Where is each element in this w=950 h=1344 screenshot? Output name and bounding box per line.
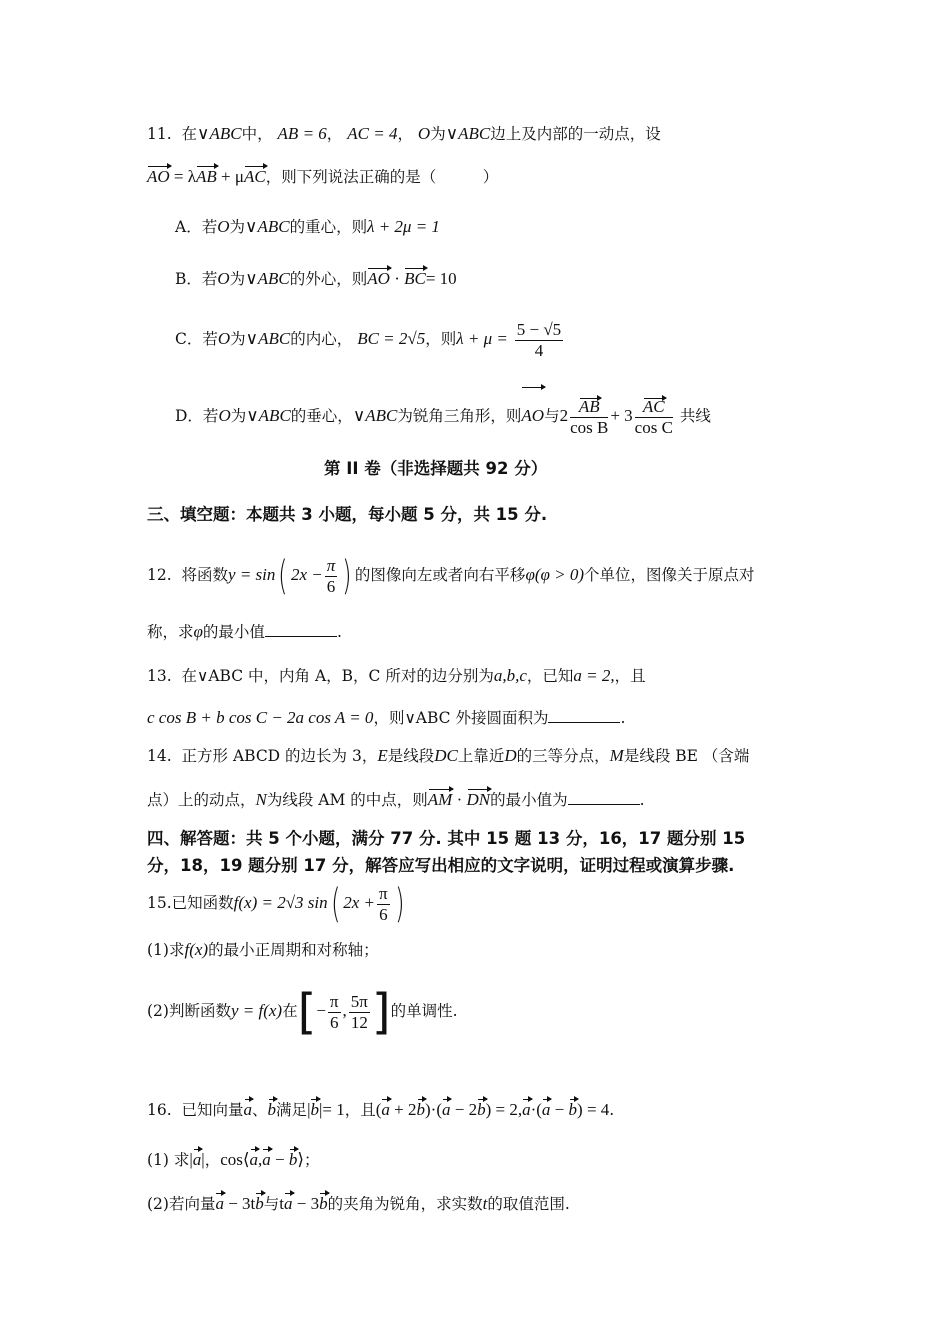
section3-heading: 三、填空题：本题共 3 小题，每小题 5 分，共 15 分. [147, 505, 548, 524]
q16-text: 的夹角为锐角，求实数 [327, 1195, 483, 1213]
q12-text: 将函数 [181, 566, 229, 584]
q11-line2 [147, 165, 498, 189]
q11-ab: AB = 6 [277, 124, 327, 143]
q11-text: 与 [544, 407, 560, 425]
q11-line1 [147, 122, 661, 146]
vector-dn: DN [467, 788, 491, 812]
paren-open: ( [330, 881, 341, 927]
q11-text: 为 [230, 330, 246, 348]
q16-text: 、 [252, 1101, 268, 1119]
q11-text: 的外心，则 [289, 270, 368, 288]
abs-bar: | [189, 1150, 193, 1169]
q11-o: O [217, 329, 231, 348]
q16-vec2: ta − 3b [279, 1194, 327, 1213]
q13-line1 [147, 664, 646, 688]
q16-text: 满足 [276, 1101, 308, 1119]
q15-text: 的单调性. [390, 1002, 458, 1020]
q14-m: M [609, 746, 624, 765]
q16-line1: 16. 已知向量a、b满足|b|= 1，且(a + 2b)·(a − 2b) = 2,a·(a − b) = 4. [147, 1098, 614, 1122]
q11-triangle: ∨ABC [245, 217, 290, 236]
q11-text: 共线 [679, 407, 711, 425]
plus-3: + 3 [610, 406, 633, 425]
q12-func: y = sin [228, 565, 276, 584]
q11-text: ， [397, 125, 413, 143]
q14-text: 正方形 ABCD 的边长为 3， [181, 747, 378, 765]
option-d-label: D．若 [175, 407, 219, 425]
q13-equation: c cos B + b cos C − 2a cos A = 0 [147, 708, 374, 727]
fraction-ab-cosb [570, 397, 608, 438]
option-c-bc: BC = 2√5 [357, 329, 426, 348]
q11-o: O [417, 124, 431, 143]
q15-fx: y = f(x) [230, 1001, 283, 1020]
q11-triangle: ∨ABC [245, 269, 290, 288]
fraction-numerator: π [329, 991, 339, 1011]
q12-text: 称，求 [147, 623, 194, 641]
q16-text: 已知向量 [181, 1101, 244, 1119]
vector-ao: AO [147, 165, 170, 189]
part2-title: 第 II 卷（非选择题共 92 分） [324, 459, 548, 478]
q11-o: O [217, 269, 230, 288]
q11-option-b [175, 267, 457, 291]
q16-part1: (1) 求|a|，cos⟨a,a − b⟩； [147, 1148, 320, 1172]
q14-text: 上靠近 [457, 747, 505, 765]
q11-triangle: ∨ABC [352, 406, 398, 425]
option-c-label: C．若 [175, 330, 218, 348]
q11-option-c [175, 312, 565, 366]
q14-number: 14. [147, 747, 172, 765]
q11-text: 为 [230, 407, 247, 425]
option-a-expr: λ + 2μ = 1 [367, 217, 440, 236]
q13-text: ，则∨ABC 外接圆面积为 [373, 709, 549, 727]
bracket-open: [ [297, 984, 317, 1040]
q13-number: 13. [147, 667, 172, 685]
q16-angle-expr: ⟨a,a − b⟩ [243, 1150, 304, 1169]
answer-blank [265, 622, 337, 637]
q11-text: ，则下列说法正确的是（ ） [265, 168, 499, 186]
abs-bar: | [201, 1150, 205, 1169]
q11-ac: AC = 4 [347, 124, 398, 143]
fraction-numerator: AB [570, 397, 608, 418]
q16-expr: (a + 2b)·(a − 2b) [376, 1100, 496, 1119]
q12-text: 的图像向左或者向右平移 [354, 566, 526, 584]
q14-line2: 点）上的动点，N为线段 AM 的中点，则AM · DN的最小值为 . [147, 788, 645, 812]
abs-bar: | [307, 1100, 311, 1119]
fraction-denominator: 6 [329, 1012, 339, 1032]
q15-part2 [147, 982, 458, 1040]
abs-bar: | [318, 1100, 323, 1119]
q13-abc: a,b,c [493, 666, 527, 685]
q16-text: (2)若向量 [147, 1195, 216, 1213]
q15-pi-over-6 [377, 884, 390, 925]
q15-part1 [147, 938, 379, 962]
option-c-lhs: λ + μ = [456, 329, 508, 348]
q13-text: ，且 [614, 667, 646, 685]
q15-upper-bound [349, 992, 370, 1033]
q13-text: 在∨ABC 中，内角 A，B，C 所对的边分别为 [181, 667, 494, 685]
q14-line1 [147, 744, 749, 768]
q11-text: 为 [229, 270, 246, 288]
q15-text: 在 [282, 1002, 298, 1020]
q15-inner: 2x + [343, 893, 376, 912]
q11-text: ，则 [425, 330, 457, 348]
q12-line1 [147, 548, 755, 602]
q13-line2: c cos B + b cos C − 2a cos A = 0，则∨ABC 外接圆面积为 . [147, 708, 626, 727]
q11-o: O [218, 406, 231, 425]
option-a-label: A．若 [175, 218, 218, 236]
q13-a2: a = 2, [573, 666, 615, 685]
fraction-numerator: π [379, 883, 388, 903]
comma: , [342, 1001, 347, 1020]
q11-text: 为 [229, 218, 245, 236]
vector-am: AM [428, 788, 453, 812]
q11-triangle: ∨ABC [445, 124, 491, 143]
fraction-numerator: 5π [350, 991, 368, 1011]
coef-2: 2 [559, 406, 569, 425]
section4-heading-line1: 四、解答题：共 5 个小题，满分 77 分. 其中 15 题 13 分，16，17 题分别 15 [147, 829, 746, 848]
q12-number: 12. [147, 566, 172, 584]
q16-cos: cos [220, 1150, 243, 1169]
q11-text: 在 [181, 125, 198, 143]
q16-vec1: a − 3tb [215, 1194, 263, 1213]
vector-bc: BC [404, 267, 426, 291]
fraction-denominator: cos C [634, 417, 673, 437]
fraction-numerator: 5 − √5 [516, 319, 562, 339]
q11-eq: = λ [169, 167, 197, 186]
q14-text: 是线段 [387, 747, 435, 765]
paren-close: ) [394, 881, 405, 927]
vector-a: a [193, 1148, 202, 1172]
fraction-denominator: 6 [326, 576, 336, 596]
vector-ac: AC [244, 165, 266, 189]
q16-eq1: = 1 [322, 1100, 345, 1119]
q16-number: 16. [147, 1101, 172, 1119]
q12-line2: 称，求φ的最小值 . [147, 622, 342, 641]
section4-heading-line2: 分，18，19 题分别 17 分，解答应写出相应的文字说明，证明过程或演算步骤. [147, 856, 735, 875]
q15-func: f(x) = 2√3 sin [233, 893, 328, 912]
q11-text: 边上及内部的一动点，设 [490, 125, 661, 143]
vector-ao: AO [367, 267, 390, 291]
q12-inner: 2x − [291, 565, 323, 584]
q11-text: ， [326, 125, 343, 143]
q12-phi: φ [193, 622, 203, 641]
option-b-expr: = 10 [425, 269, 457, 288]
q14-text: 的三等分点， [516, 747, 610, 765]
q14-text: 为线段 AM 的中点，则 [266, 791, 428, 809]
vector-ab: AB [196, 165, 217, 189]
q11-text: 的重心，则 [289, 218, 368, 236]
q15-lower-bound [328, 992, 341, 1033]
q11-text: 中， [241, 125, 273, 143]
q11-triangle: ∨ABC [245, 329, 291, 348]
q11-o: O [217, 217, 230, 236]
q15-text: (1)求 [147, 941, 185, 959]
q12-text: 个单位，图像关于原点对 [584, 566, 755, 584]
q14-text: 是线段 BE （含端 [623, 747, 750, 765]
q14-e: E [377, 746, 388, 765]
q11-triangle: ∨ABC [246, 406, 291, 425]
q16-text: ，且 [344, 1101, 376, 1119]
q16-eq2: = 2, [495, 1100, 523, 1119]
q12-text: 的最小值 [202, 623, 265, 641]
q12-pi-over-6 [325, 556, 338, 597]
fraction-denominator: 6 [379, 904, 388, 924]
answer-blank [568, 790, 640, 805]
vector-ao: AO [521, 386, 544, 446]
dot: · [452, 790, 467, 809]
option-c-fraction [515, 320, 563, 361]
q15-line1 [147, 876, 407, 930]
q14-text: 的最小值为 [490, 791, 568, 809]
q11-text: 的垂心， [290, 407, 353, 425]
q16-t: t [482, 1194, 488, 1213]
q11-plus: + μ [216, 167, 244, 186]
fraction-denominator: 12 [350, 1012, 368, 1032]
paren-close: ) [342, 553, 352, 599]
q14-text: 点）上的动点， [147, 791, 256, 809]
vector-b: b [268, 1098, 277, 1122]
fraction-numerator: π [326, 555, 336, 575]
q16-text: 的取值范围. [487, 1195, 570, 1213]
q13-text: ，已知 [526, 667, 574, 685]
q11-option-d [175, 386, 711, 446]
q14-n: N [255, 790, 267, 809]
vector-b: b [310, 1098, 319, 1122]
answer-blank [548, 708, 620, 723]
fraction-numerator: AC [635, 397, 673, 418]
dot: · [389, 269, 405, 288]
option-b-label: B．若 [175, 270, 218, 288]
q12-phi: φ(φ > 0) [525, 565, 585, 584]
q11-option-a [175, 215, 440, 239]
minus: − [316, 1001, 326, 1020]
vector-a: a [244, 1098, 253, 1122]
q11-text: 为 [430, 125, 446, 143]
q14-dc: DC [434, 746, 458, 765]
q16-text: 与 [263, 1195, 280, 1213]
q15-text: (2)判断函数 [147, 1002, 231, 1020]
q16-part2 [147, 1192, 570, 1216]
bracket-close: ] [371, 984, 391, 1040]
q16-expr: a·(a − b) [522, 1100, 587, 1119]
q15-text: 的最小正周期和对称轴； [208, 941, 379, 959]
q15-fx: f(x) [184, 940, 209, 959]
q11-text: 的内心， [290, 330, 353, 348]
q11-number: 11. [147, 125, 172, 143]
q11-text: 为锐角三角形，则 [397, 407, 522, 425]
fraction-denominator: cos B [570, 417, 609, 437]
paren-open: ( [278, 553, 288, 599]
fraction-ac-cosc [635, 397, 673, 438]
q11-triangle: ∨ABC [197, 124, 242, 143]
q15-number: 15.已知函数 [147, 894, 234, 912]
fraction-denominator: 4 [534, 340, 544, 360]
q14-d: D [504, 746, 517, 765]
q16-eq3: = 4 [586, 1100, 610, 1119]
q16-text: (1) 求 [147, 1151, 190, 1169]
